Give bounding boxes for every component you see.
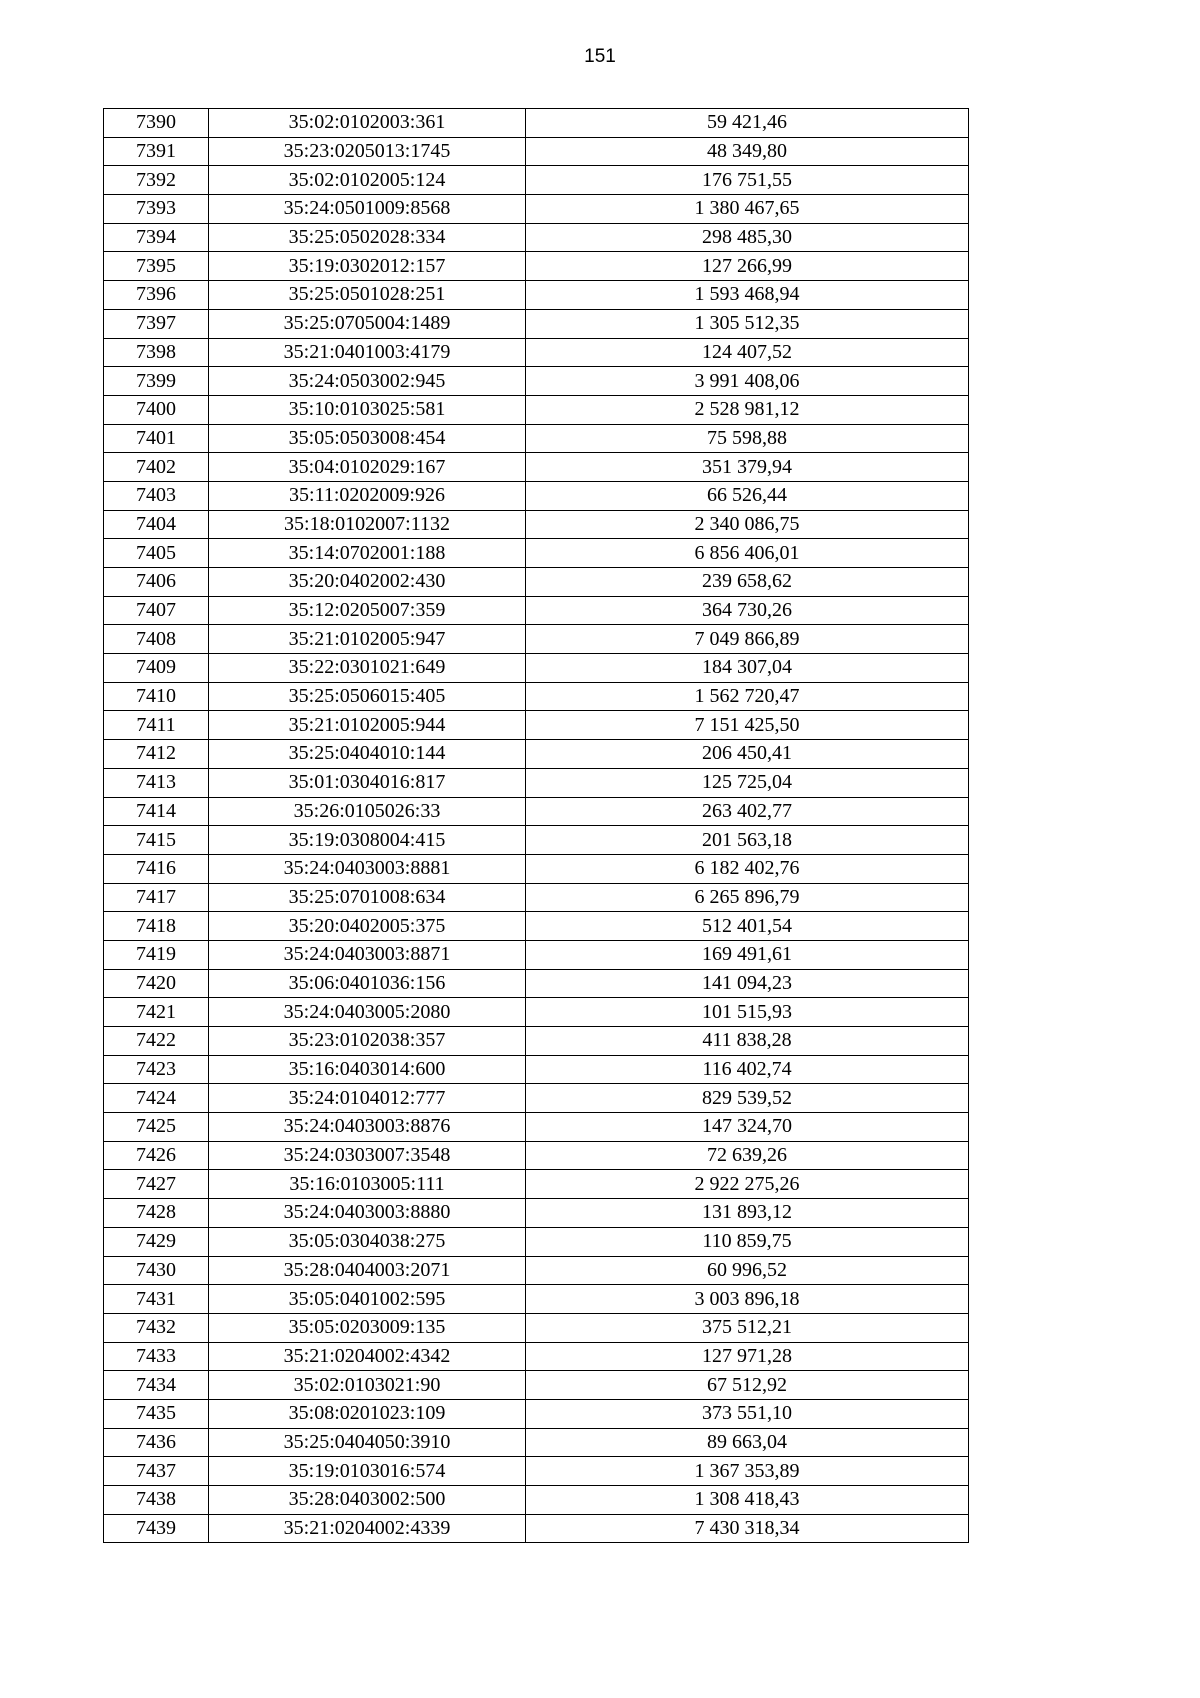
row-number-cell: 7424 bbox=[104, 1084, 209, 1113]
value-cell: 67 512,92 bbox=[526, 1371, 969, 1400]
row-number-cell: 7430 bbox=[104, 1256, 209, 1285]
table-row bbox=[104, 797, 969, 826]
row-number-cell: 7393 bbox=[104, 195, 209, 224]
cadastral-number-cell: 35:23:0102038:357 bbox=[209, 1027, 526, 1056]
cadastral-number-cell: 35:10:0103025:581 bbox=[209, 395, 526, 424]
row-number-cell: 7400 bbox=[104, 395, 209, 424]
row-number-cell: 7433 bbox=[104, 1342, 209, 1371]
table-row bbox=[104, 1399, 969, 1428]
cadastral-number-cell: 35:16:0403014:600 bbox=[209, 1055, 526, 1084]
cadastral-number-cell: 35:24:0403005:2080 bbox=[209, 998, 526, 1027]
value-cell: 6 182 402,76 bbox=[526, 854, 969, 883]
cadastral-number-cell: 35:25:0404010:144 bbox=[209, 740, 526, 769]
cadastral-number-cell: 35:28:0403002:500 bbox=[209, 1486, 526, 1515]
cadastral-number-cell: 35:21:0204002:4339 bbox=[209, 1514, 526, 1543]
row-number-cell: 7403 bbox=[104, 481, 209, 510]
value-cell: 125 725,04 bbox=[526, 768, 969, 797]
value-cell: 364 730,26 bbox=[526, 596, 969, 625]
row-number-cell: 7405 bbox=[104, 539, 209, 568]
row-number-cell: 7411 bbox=[104, 711, 209, 740]
row-number-cell: 7436 bbox=[104, 1428, 209, 1457]
value-cell: 169 491,61 bbox=[526, 940, 969, 969]
value-cell: 176 751,55 bbox=[526, 166, 969, 195]
table-row bbox=[104, 940, 969, 969]
row-number-cell: 7415 bbox=[104, 826, 209, 855]
row-number-cell: 7422 bbox=[104, 1027, 209, 1056]
cadastral-number-cell: 35:08:0201023:109 bbox=[209, 1399, 526, 1428]
cadastral-number-cell: 35:06:0401036:156 bbox=[209, 969, 526, 998]
row-number-cell: 7390 bbox=[104, 109, 209, 138]
value-cell: 48 349,80 bbox=[526, 137, 969, 166]
table-row bbox=[104, 166, 969, 195]
value-cell: 7 430 318,34 bbox=[526, 1514, 969, 1543]
cadastral-number-cell: 35:25:0404050:3910 bbox=[209, 1428, 526, 1457]
table-row bbox=[104, 109, 969, 138]
table-row bbox=[104, 568, 969, 597]
cadastral-number-cell: 35:12:0205007:359 bbox=[209, 596, 526, 625]
row-number-cell: 7407 bbox=[104, 596, 209, 625]
row-number-cell: 7435 bbox=[104, 1399, 209, 1428]
value-cell: 351 379,94 bbox=[526, 453, 969, 482]
cadastral-number-cell: 35:28:0404003:2071 bbox=[209, 1256, 526, 1285]
cadastral-number-cell: 35:25:0701008:634 bbox=[209, 883, 526, 912]
value-cell: 184 307,04 bbox=[526, 654, 969, 683]
cadastral-number-cell: 35:05:0503008:454 bbox=[209, 424, 526, 453]
row-number-cell: 7425 bbox=[104, 1113, 209, 1142]
value-cell: 375 512,21 bbox=[526, 1313, 969, 1342]
table-row bbox=[104, 1371, 969, 1400]
table-row bbox=[104, 1055, 969, 1084]
table-row bbox=[104, 539, 969, 568]
row-number-cell: 7397 bbox=[104, 309, 209, 338]
cadastral-number-cell: 35:24:0403003:8876 bbox=[209, 1113, 526, 1142]
table-row bbox=[104, 682, 969, 711]
cadastral-number-cell: 35:24:0303007:3548 bbox=[209, 1141, 526, 1170]
cadastral-value-table bbox=[103, 108, 969, 1543]
table-row bbox=[104, 252, 969, 281]
value-cell: 206 450,41 bbox=[526, 740, 969, 769]
table-row bbox=[104, 510, 969, 539]
cadastral-number-cell: 35:01:0304016:817 bbox=[209, 768, 526, 797]
value-cell: 124 407,52 bbox=[526, 338, 969, 367]
value-cell: 116 402,74 bbox=[526, 1055, 969, 1084]
table-row bbox=[104, 1256, 969, 1285]
value-cell: 1 562 720,47 bbox=[526, 682, 969, 711]
cadastral-number-cell: 35:19:0308004:415 bbox=[209, 826, 526, 855]
value-cell: 89 663,04 bbox=[526, 1428, 969, 1457]
value-cell: 75 598,88 bbox=[526, 424, 969, 453]
table-row bbox=[104, 395, 969, 424]
table-row bbox=[104, 1141, 969, 1170]
cadastral-number-cell: 35:21:0401003:4179 bbox=[209, 338, 526, 367]
cadastral-number-cell: 35:05:0304038:275 bbox=[209, 1227, 526, 1256]
row-number-cell: 7432 bbox=[104, 1313, 209, 1342]
row-number-cell: 7410 bbox=[104, 682, 209, 711]
cadastral-number-cell: 35:19:0302012:157 bbox=[209, 252, 526, 281]
row-number-cell: 7428 bbox=[104, 1199, 209, 1228]
table-row bbox=[104, 1199, 969, 1228]
row-number-cell: 7426 bbox=[104, 1141, 209, 1170]
value-cell: 201 563,18 bbox=[526, 826, 969, 855]
table-row bbox=[104, 481, 969, 510]
table-row bbox=[104, 969, 969, 998]
value-cell: 6 856 406,01 bbox=[526, 539, 969, 568]
table-row bbox=[104, 1084, 969, 1113]
table-row bbox=[104, 711, 969, 740]
row-number-cell: 7438 bbox=[104, 1486, 209, 1515]
table-row bbox=[104, 223, 969, 252]
cadastral-number-cell: 35:26:0105026:33 bbox=[209, 797, 526, 826]
row-number-cell: 7413 bbox=[104, 768, 209, 797]
table-row bbox=[104, 1428, 969, 1457]
row-number-cell: 7434 bbox=[104, 1371, 209, 1400]
value-cell: 131 893,12 bbox=[526, 1199, 969, 1228]
row-number-cell: 7431 bbox=[104, 1285, 209, 1314]
table-row bbox=[104, 453, 969, 482]
value-cell: 7 151 425,50 bbox=[526, 711, 969, 740]
table-row bbox=[104, 854, 969, 883]
value-cell: 239 658,62 bbox=[526, 568, 969, 597]
cadastral-number-cell: 35:05:0401002:595 bbox=[209, 1285, 526, 1314]
table-row bbox=[104, 309, 969, 338]
value-cell: 127 266,99 bbox=[526, 252, 969, 281]
row-number-cell: 7392 bbox=[104, 166, 209, 195]
cadastral-number-cell: 35:23:0205013:1745 bbox=[209, 137, 526, 166]
value-cell: 3 003 896,18 bbox=[526, 1285, 969, 1314]
value-cell: 1 305 512,35 bbox=[526, 309, 969, 338]
table-row bbox=[104, 1457, 969, 1486]
value-cell: 298 485,30 bbox=[526, 223, 969, 252]
value-cell: 2 922 275,26 bbox=[526, 1170, 969, 1199]
cadastral-number-cell: 35:11:0202009:926 bbox=[209, 481, 526, 510]
row-number-cell: 7395 bbox=[104, 252, 209, 281]
value-cell: 1 308 418,43 bbox=[526, 1486, 969, 1515]
cadastral-number-cell: 35:24:0104012:777 bbox=[209, 1084, 526, 1113]
cadastral-number-cell: 35:21:0102005:944 bbox=[209, 711, 526, 740]
cadastral-number-cell: 35:22:0301021:649 bbox=[209, 654, 526, 683]
cadastral-number-cell: 35:18:0102007:1132 bbox=[209, 510, 526, 539]
cadastral-number-cell: 35:25:0705004:1489 bbox=[209, 309, 526, 338]
row-number-cell: 7421 bbox=[104, 998, 209, 1027]
row-number-cell: 7406 bbox=[104, 568, 209, 597]
value-cell: 141 094,23 bbox=[526, 969, 969, 998]
cadastral-number-cell: 35:21:0102005:947 bbox=[209, 625, 526, 654]
table-row bbox=[104, 338, 969, 367]
row-number-cell: 7417 bbox=[104, 883, 209, 912]
table-row bbox=[104, 1170, 969, 1199]
row-number-cell: 7404 bbox=[104, 510, 209, 539]
cadastral-number-cell: 35:05:0203009:135 bbox=[209, 1313, 526, 1342]
row-number-cell: 7423 bbox=[104, 1055, 209, 1084]
value-cell: 59 421,46 bbox=[526, 109, 969, 138]
value-cell: 147 324,70 bbox=[526, 1113, 969, 1142]
cadastral-number-cell: 35:24:0501009:8568 bbox=[209, 195, 526, 224]
row-number-cell: 7427 bbox=[104, 1170, 209, 1199]
value-cell: 2 528 981,12 bbox=[526, 395, 969, 424]
row-number-cell: 7396 bbox=[104, 281, 209, 310]
table-row bbox=[104, 1486, 969, 1515]
cadastral-number-cell: 35:24:0403003:8880 bbox=[209, 1199, 526, 1228]
table-row bbox=[104, 195, 969, 224]
cadastral-number-cell: 35:19:0103016:574 bbox=[209, 1457, 526, 1486]
value-cell: 3 991 408,06 bbox=[526, 367, 969, 396]
table-row bbox=[104, 281, 969, 310]
table-row bbox=[104, 998, 969, 1027]
row-number-cell: 7416 bbox=[104, 854, 209, 883]
row-number-cell: 7420 bbox=[104, 969, 209, 998]
value-cell: 1 380 467,65 bbox=[526, 195, 969, 224]
cadastral-number-cell: 35:20:0402005:375 bbox=[209, 912, 526, 941]
cadastral-number-cell: 35:25:0501028:251 bbox=[209, 281, 526, 310]
cadastral-number-cell: 35:16:0103005:111 bbox=[209, 1170, 526, 1199]
table-row bbox=[104, 1227, 969, 1256]
row-number-cell: 7414 bbox=[104, 797, 209, 826]
cadastral-number-cell: 35:21:0204002:4342 bbox=[209, 1342, 526, 1371]
cadastral-number-cell: 35:14:0702001:188 bbox=[209, 539, 526, 568]
table-row bbox=[104, 1285, 969, 1314]
row-number-cell: 7391 bbox=[104, 137, 209, 166]
value-cell: 127 971,28 bbox=[526, 1342, 969, 1371]
cadastral-number-cell: 35:20:0402002:430 bbox=[209, 568, 526, 597]
cadastral-number-cell: 35:24:0503002:945 bbox=[209, 367, 526, 396]
value-cell: 411 838,28 bbox=[526, 1027, 969, 1056]
table-row bbox=[104, 1313, 969, 1342]
table-row bbox=[104, 1342, 969, 1371]
cadastral-number-cell: 35:04:0102029:167 bbox=[209, 453, 526, 482]
row-number-cell: 7439 bbox=[104, 1514, 209, 1543]
row-number-cell: 7402 bbox=[104, 453, 209, 482]
value-cell: 373 551,10 bbox=[526, 1399, 969, 1428]
table-row bbox=[104, 1514, 969, 1543]
row-number-cell: 7399 bbox=[104, 367, 209, 396]
value-cell: 66 526,44 bbox=[526, 481, 969, 510]
table-row bbox=[104, 883, 969, 912]
value-cell: 6 265 896,79 bbox=[526, 883, 969, 912]
row-number-cell: 7419 bbox=[104, 940, 209, 969]
row-number-cell: 7412 bbox=[104, 740, 209, 769]
row-number-cell: 7394 bbox=[104, 223, 209, 252]
table-row bbox=[104, 654, 969, 683]
value-cell: 72 639,26 bbox=[526, 1141, 969, 1170]
row-number-cell: 7401 bbox=[104, 424, 209, 453]
row-number-cell: 7437 bbox=[104, 1457, 209, 1486]
value-cell: 7 049 866,89 bbox=[526, 625, 969, 654]
row-number-cell: 7418 bbox=[104, 912, 209, 941]
table-row bbox=[104, 740, 969, 769]
value-cell: 512 401,54 bbox=[526, 912, 969, 941]
table-row bbox=[104, 424, 969, 453]
value-cell: 101 515,93 bbox=[526, 998, 969, 1027]
value-cell: 829 539,52 bbox=[526, 1084, 969, 1113]
cadastral-number-cell: 35:02:0103021:90 bbox=[209, 1371, 526, 1400]
table-row bbox=[104, 768, 969, 797]
cadastral-number-cell: 35:25:0502028:334 bbox=[209, 223, 526, 252]
table-row bbox=[104, 137, 969, 166]
value-cell: 60 996,52 bbox=[526, 1256, 969, 1285]
row-number-cell: 7408 bbox=[104, 625, 209, 654]
cadastral-number-cell: 35:02:0102003:361 bbox=[209, 109, 526, 138]
cadastral-number-cell: 35:24:0403003:8881 bbox=[209, 854, 526, 883]
value-cell: 1 367 353,89 bbox=[526, 1457, 969, 1486]
table-row bbox=[104, 1027, 969, 1056]
row-number-cell: 7429 bbox=[104, 1227, 209, 1256]
value-cell: 263 402,77 bbox=[526, 797, 969, 826]
table-row bbox=[104, 912, 969, 941]
table-row bbox=[104, 367, 969, 396]
table-row bbox=[104, 625, 969, 654]
table-row bbox=[104, 596, 969, 625]
table-row bbox=[104, 826, 969, 855]
table-body bbox=[104, 109, 969, 1543]
value-cell: 2 340 086,75 bbox=[526, 510, 969, 539]
page-number: 151 bbox=[584, 46, 616, 67]
cadastral-number-cell: 35:24:0403003:8871 bbox=[209, 940, 526, 969]
table-row bbox=[104, 1113, 969, 1142]
row-number-cell: 7398 bbox=[104, 338, 209, 367]
row-number-cell: 7409 bbox=[104, 654, 209, 683]
value-cell: 1 593 468,94 bbox=[526, 281, 969, 310]
cadastral-number-cell: 35:02:0102005:124 bbox=[209, 166, 526, 195]
value-cell: 110 859,75 bbox=[526, 1227, 969, 1256]
cadastral-number-cell: 35:25:0506015:405 bbox=[209, 682, 526, 711]
